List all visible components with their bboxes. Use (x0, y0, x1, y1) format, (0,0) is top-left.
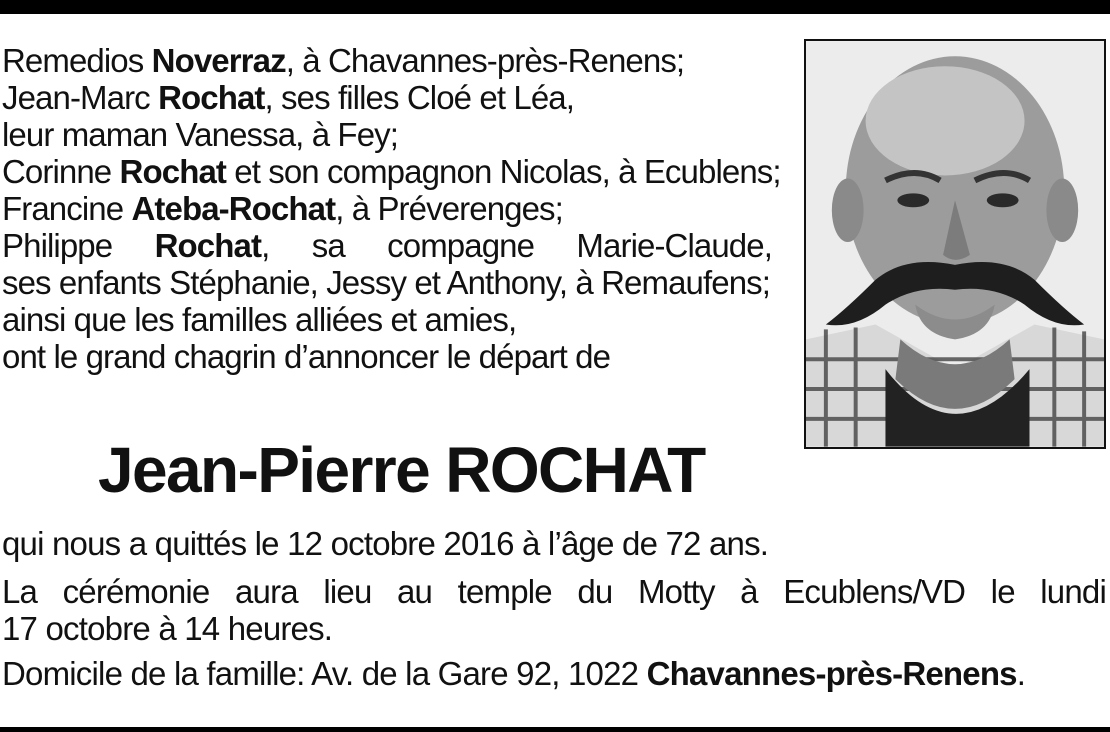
family-line-6 (2, 227, 772, 264)
family-line-4-rest: et son compagnon Nicolas, à Ecublens; (226, 153, 781, 190)
domicile-address: Domicile de la famille: Av. de la Gare 92, 1022 (2, 655, 647, 692)
family-line-5-surname: Ateba-Rochat (131, 190, 336, 227)
family-line-9: ont le grand chagrin d’annoncer le départ de (2, 338, 611, 375)
family-line-6-rest: , sa compagne Marie-Claude, (261, 227, 772, 264)
family-line-4-text: Corinne (2, 153, 120, 190)
family-line-7: ses enfants Stéphanie, Jessy et Anthony, à Remaufens; (2, 264, 771, 301)
domicile-town: Chavannes-près-Renens (646, 655, 1017, 692)
family-line-1-surname: Noverraz (151, 42, 286, 79)
family-line-2-text: Jean-Marc (2, 79, 159, 116)
family-line-2-rest: , ses filles Cloé et Léa, (264, 79, 575, 116)
bottom-rule (0, 727, 1110, 732)
family-line-2-surname: Rochat (158, 79, 265, 116)
portrait-photo (804, 39, 1106, 449)
family-line-1-text: Remedios (2, 42, 152, 79)
ceremony-line-2: 17 octobre à 14 heures. (2, 610, 333, 647)
family-line-1 (2, 42, 782, 79)
family-line-6-surname: Rochat (154, 227, 262, 264)
family-list (2, 42, 782, 375)
family-line-2 (2, 79, 782, 116)
family-line-4-surname: Rochat (119, 153, 226, 190)
ceremony-line-1: La cérémonie aura lieu au temple du Motty à Ecublens/VD le lundi (2, 573, 1106, 610)
ceremony-text (2, 573, 1106, 647)
domicile-text (2, 655, 1106, 692)
family-line-5-text: Francine (2, 190, 132, 227)
family-line-4 (2, 153, 782, 190)
deceased-name: Jean-Pierre ROCHAT (98, 434, 705, 506)
domicile-period: . (1016, 655, 1026, 692)
passing-text: qui nous a quittés le 12 octobre 2016 à l’âge de 72 ans. (2, 525, 769, 562)
family-line-5-rest: , à Préverenges; (335, 190, 563, 227)
family-line-3: leur maman Vanessa, à Fey; (2, 116, 399, 153)
family-line-8: ainsi que les familles alliées et amies, (2, 301, 517, 338)
portrait-image (806, 41, 1104, 447)
family-line-5 (2, 190, 782, 227)
family-line-6-text: Philippe (2, 227, 155, 264)
family-line-1-rest: , à Chavannes-près-Renens; (285, 42, 685, 79)
top-rule (0, 0, 1110, 14)
